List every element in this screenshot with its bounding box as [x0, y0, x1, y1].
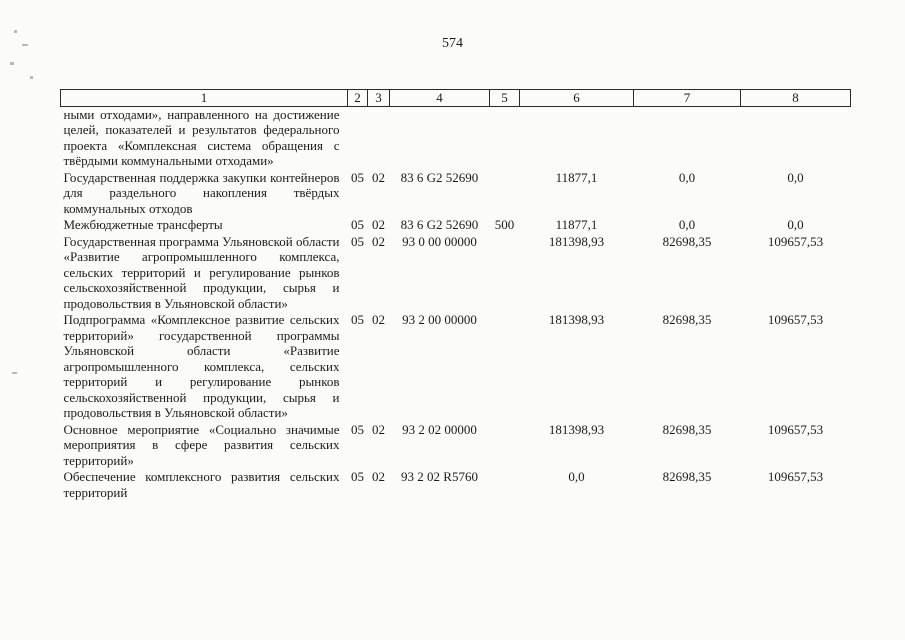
header-cell: 8	[741, 90, 851, 107]
row-expense-type	[490, 234, 520, 313]
row-amount-7: 0,0	[678, 217, 696, 232]
row-section: 05	[351, 169, 364, 185]
row-subsection: 02	[372, 469, 385, 484]
row-name: ными отходами», направленного на достижение целей, показателей и результатов федерального проекта «Комплексная система обращения с твёрдыми коммунальными отходами»	[63, 106, 340, 168]
header-row	[61, 90, 851, 107]
scan-speck	[12, 372, 17, 374]
row-amount-6: 181398,93	[548, 312, 605, 327]
row-name: Межбюджетные трансферты	[63, 217, 223, 232]
scan-speck	[10, 62, 14, 65]
row-name: Подпрограмма «Комплексное развитие сельских территорий» государственной программы Ульяновской области «Развитие агропромышленного комплекса, сельских территорий и регулирование рынков сельскохозяйственной продукции, сырья и продовольствия в Ульяновской области»	[63, 312, 340, 420]
row-amount-8: 109657,53	[767, 469, 824, 484]
row-amount-7: 82698,35	[662, 233, 712, 249]
row-target-code: 93 2 02 00000	[402, 421, 477, 437]
row-target-code: 83 6 G2 52690	[400, 169, 479, 185]
row-amount-8: 109657,53	[767, 312, 824, 327]
row-expense-type	[490, 312, 520, 422]
budget-table	[60, 89, 851, 501]
row-amount-7: 82698,35	[662, 312, 712, 327]
header-cell: 6	[520, 90, 634, 107]
scan-speck	[30, 76, 33, 79]
table-row	[61, 106, 851, 170]
row-amount-6: 181398,93	[548, 421, 605, 437]
scan-speck	[14, 30, 17, 33]
row-amount-8: 109657,53	[767, 233, 824, 249]
header-cell: 4	[390, 90, 490, 107]
page-number: 574	[442, 36, 463, 51]
table-row	[61, 234, 851, 313]
row-amount-7: 0,0	[678, 169, 696, 185]
row-expense-type	[490, 422, 520, 470]
row-target-code: 83 6 G2 52690	[400, 217, 479, 232]
row-section: 05	[351, 469, 364, 484]
table-row	[61, 312, 851, 422]
row-subsection: 02	[372, 169, 385, 185]
row-amount-6: 11877,1	[555, 169, 598, 185]
row-target-code: 93 2 02 R5760	[401, 469, 478, 484]
header-cell: 2	[348, 90, 368, 107]
row-name: Обеспечение комплексного развития сельских территорий	[63, 469, 340, 500]
table-row	[61, 422, 851, 470]
header-cell: 5	[490, 90, 520, 107]
scan-speck	[22, 44, 28, 46]
row-amount-8: 0,0	[787, 169, 804, 185]
row-amount-6: 11877,1	[555, 217, 598, 232]
row-name: Государственная поддержка закупки контейнеров для раздельного накопления твёрдых коммунальных отходов	[63, 169, 340, 216]
row-section: 05	[351, 217, 364, 232]
row-name: Основное мероприятие «Социально значимые мероприятия в сфере развития сельских территорий»	[63, 421, 340, 468]
row-section	[348, 106, 368, 170]
row-subsection: 02	[372, 233, 385, 249]
table-row	[61, 217, 851, 234]
row-amount-6	[520, 106, 634, 170]
row-subsection: 02	[372, 421, 385, 437]
row-amount-8: 109657,53	[767, 421, 824, 437]
row-amount-7: 82698,35	[662, 469, 712, 484]
row-amount-8: 0,0	[787, 217, 804, 232]
row-section: 05	[351, 421, 364, 437]
row-expense-type	[490, 469, 520, 501]
row-section: 05	[351, 233, 364, 249]
row-target-code	[390, 106, 490, 170]
row-subsection: 02	[372, 217, 385, 232]
table-row	[61, 170, 851, 218]
row-amount-6: 0,0	[568, 469, 585, 484]
header-cell: 7	[634, 90, 741, 107]
row-target-code: 93 2 00 00000	[402, 312, 477, 327]
row-subsection	[368, 106, 390, 170]
header-cell: 3	[368, 90, 390, 107]
row-expense-type: 500	[494, 217, 515, 232]
row-target-code: 93 0 00 00000	[402, 233, 477, 249]
row-expense-type	[490, 170, 520, 218]
row-amount-7	[634, 106, 741, 170]
row-expense-type	[490, 106, 520, 170]
row-section: 05	[351, 312, 364, 327]
row-amount-6: 181398,93	[548, 233, 605, 249]
table-row	[61, 469, 851, 501]
row-amount-7: 82698,35	[662, 421, 712, 437]
row-name: Государственная программа Ульяновской области «Развитие агропромышленного комплекса, сельских территорий и регулирование рынков сельскохозяйственной продукции, сырья и продовольствия в Ульяновской области»	[63, 233, 340, 311]
row-amount-8	[741, 106, 851, 170]
header-cell: 1	[61, 90, 348, 107]
row-subsection: 02	[372, 312, 385, 327]
